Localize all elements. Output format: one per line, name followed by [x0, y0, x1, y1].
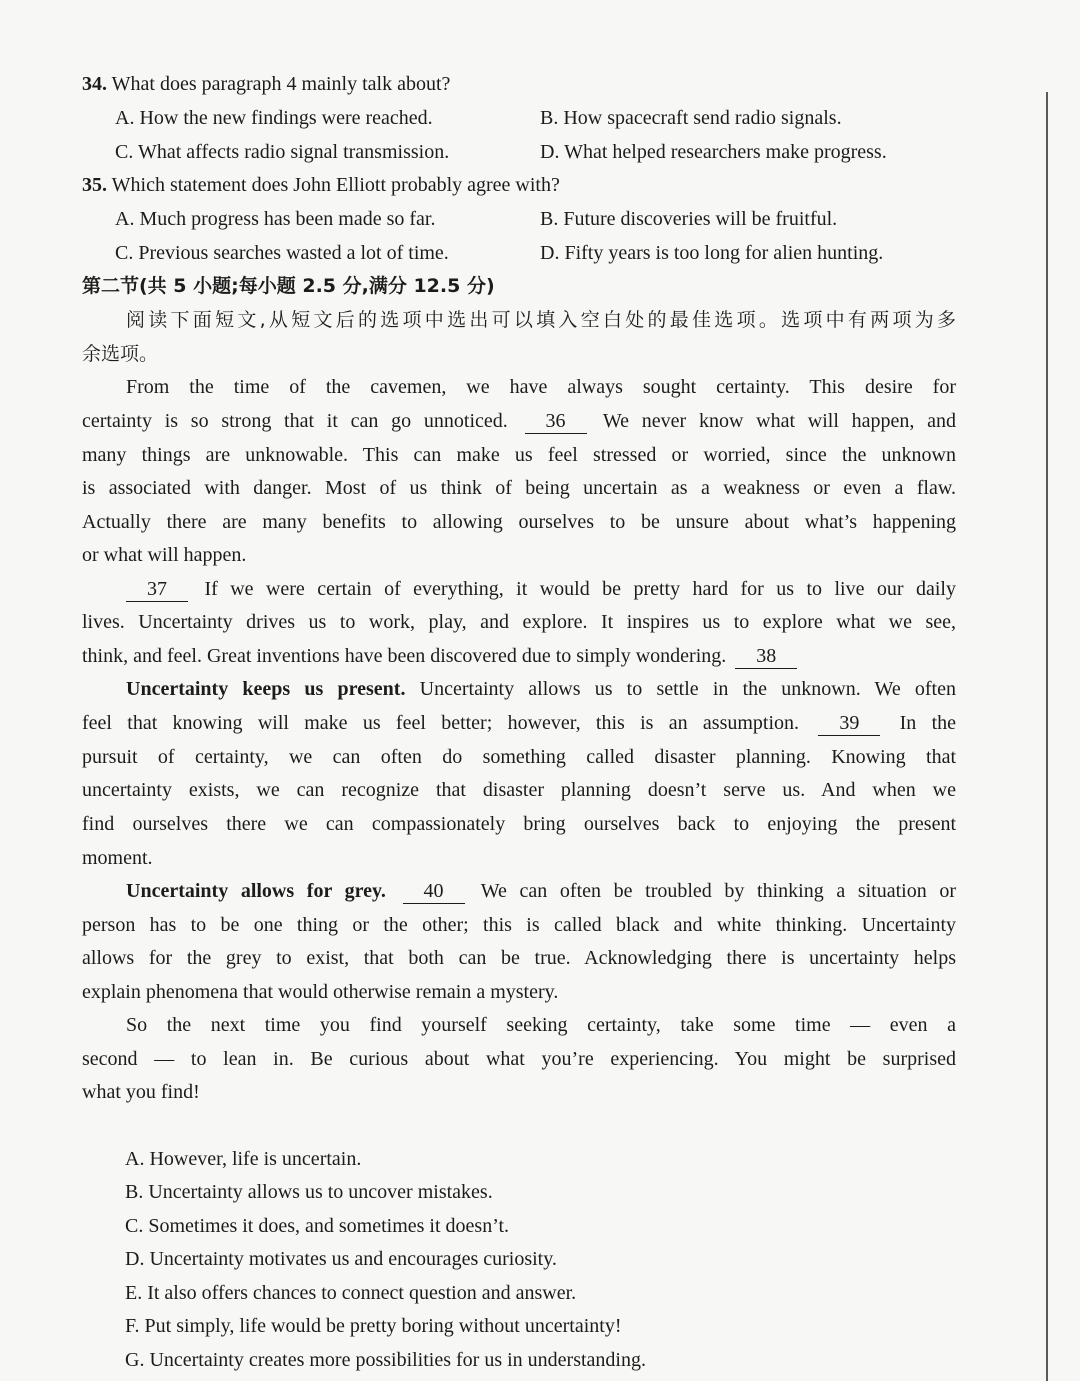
passage-line: person has to be one thing or the other; this is called black and white thinking. Uncertainty	[82, 914, 956, 936]
choice-d: D. Uncertainty motivates us and encourages curiosity.	[125, 1248, 557, 1270]
answer-blank-37: 37	[126, 577, 188, 602]
passage-line: lives. Uncertainty drives us to work, play, and explore. It inspires us to explore what we see,	[82, 611, 956, 633]
passage-line: allows for the grey to exist, that both can be true. Acknowledging there is uncertainty helps	[82, 947, 956, 969]
choice-e: E. It also offers chances to connect question and answer.	[125, 1282, 577, 1304]
question-35-options-row2	[115, 236, 975, 270]
passage-line	[82, 672, 956, 706]
option-a: A. Much progress has been made so far.	[115, 208, 436, 230]
passage-line-with-blank	[82, 874, 956, 908]
question-text: What does paragraph 4 mainly talk about?	[107, 73, 451, 95]
passage-line: find ourselves there we can compassionately bring ourselves back to enjoying the present	[82, 813, 956, 835]
passage-line-with-blank	[82, 404, 956, 438]
passage-line-with-blank	[82, 706, 956, 740]
passage-line-with-blank	[82, 572, 956, 606]
passage-text: We can often be troubled by thinking a situation or	[480, 880, 956, 902]
passage-line: is associated with danger. Most of us think of being uncertain as a weakness or even a flaw.	[82, 477, 956, 499]
option-c: C. Previous searches wasted a lot of time.	[115, 242, 449, 264]
passage-line: moment.	[82, 847, 153, 869]
option-a: A. How the new findings were reached.	[115, 107, 433, 129]
question-35-options-row1	[115, 202, 975, 236]
choice-b: B. Uncertainty allows us to uncover mistakes.	[125, 1181, 493, 1203]
section-instruction-cont: 余选项。	[82, 343, 159, 365]
paragraph-lead: Uncertainty allows for grey.	[126, 880, 386, 902]
passage-line: uncertainty exists, we can recognize that disaster planning doesn’t serve us. And when we	[82, 779, 956, 801]
section-instruction: 阅读下面短文,从短文后的选项中选出可以填入空白处的最佳选项。选项中有两项为多	[126, 309, 956, 331]
passage-line-with-blank	[82, 639, 956, 673]
passage-line: pursuit of certainty, we can often do something called disaster planning. Knowing that	[82, 746, 956, 768]
question-number: 34.	[82, 73, 107, 95]
page-edge-rule	[1046, 92, 1048, 1381]
passage-line: From the time of the cavemen, we have always sought certainty. This desire for	[126, 376, 956, 398]
passage-text: certainty is so strong that it can go unnoticed.	[82, 410, 508, 432]
choice-g: G. Uncertainty creates more possibilities for us in understanding.	[125, 1349, 646, 1371]
answer-blank-36: 36	[525, 409, 587, 434]
passage-line: explain phenomena that would otherwise remain a mystery.	[82, 981, 559, 1003]
option-b: B. Future discoveries will be fruitful.	[540, 208, 838, 230]
option-d: D. What helped researchers make progress.	[540, 141, 887, 163]
option-b: B. How spacecraft send radio signals.	[540, 107, 842, 129]
passage-line: what you find!	[82, 1081, 200, 1103]
question-text: Which statement does John Elliott probably agree with?	[107, 174, 560, 196]
passage-text: Uncertainty allows us to settle in the unknown. We often	[419, 678, 956, 700]
answer-blank-38: 38	[735, 644, 797, 669]
question-35-stem	[82, 168, 956, 202]
question-34-options-row2	[115, 135, 975, 169]
question-number: 35.	[82, 174, 107, 196]
answer-blank-39: 39	[818, 711, 880, 736]
passage-line: Actually there are many benefits to allowing ourselves to be unsure about what’s happening	[82, 511, 956, 533]
passage-text: feel that knowing will make us feel better; however, this is an assumption.	[82, 712, 800, 734]
section-heading: 第二节(共 5 小题;每小题 2.5 分,满分 12.5 分)	[82, 275, 495, 297]
question-34-options-row1	[115, 101, 975, 135]
choice-a: A. However, life is uncertain.	[125, 1148, 362, 1170]
passage-line: many things are unknowable. This can make us feel stressed or worried, since the unknown	[82, 444, 956, 466]
answer-blank-40: 40	[403, 879, 465, 904]
paragraph-lead: Uncertainty keeps us present.	[126, 678, 406, 700]
option-d: D. Fifty years is too long for alien hunting.	[540, 242, 884, 264]
option-c: C. What affects radio signal transmission.	[115, 141, 450, 163]
passage-text: If we were certain of everything, it would be pretty hard for us to live our daily	[204, 578, 956, 600]
choice-f: F. Put simply, life would be pretty boring without uncertainty!	[125, 1315, 622, 1337]
passage-line: second — to lean in. Be curious about what you’re experiencing. You might be surprised	[82, 1048, 956, 1070]
question-34-stem	[82, 67, 956, 101]
passage-text: We never know what will happen, and	[602, 410, 957, 432]
passage-line: or what will happen.	[82, 544, 247, 566]
passage-text: In the	[899, 712, 957, 734]
passage-text: think, and feel. Great inventions have been discovered due to simply wondering.	[82, 645, 727, 667]
choice-c: C. Sometimes it does, and sometimes it doesn’t.	[125, 1215, 510, 1237]
passage-line: So the next time you find yourself seeking certainty, take some time — even a	[126, 1014, 956, 1036]
